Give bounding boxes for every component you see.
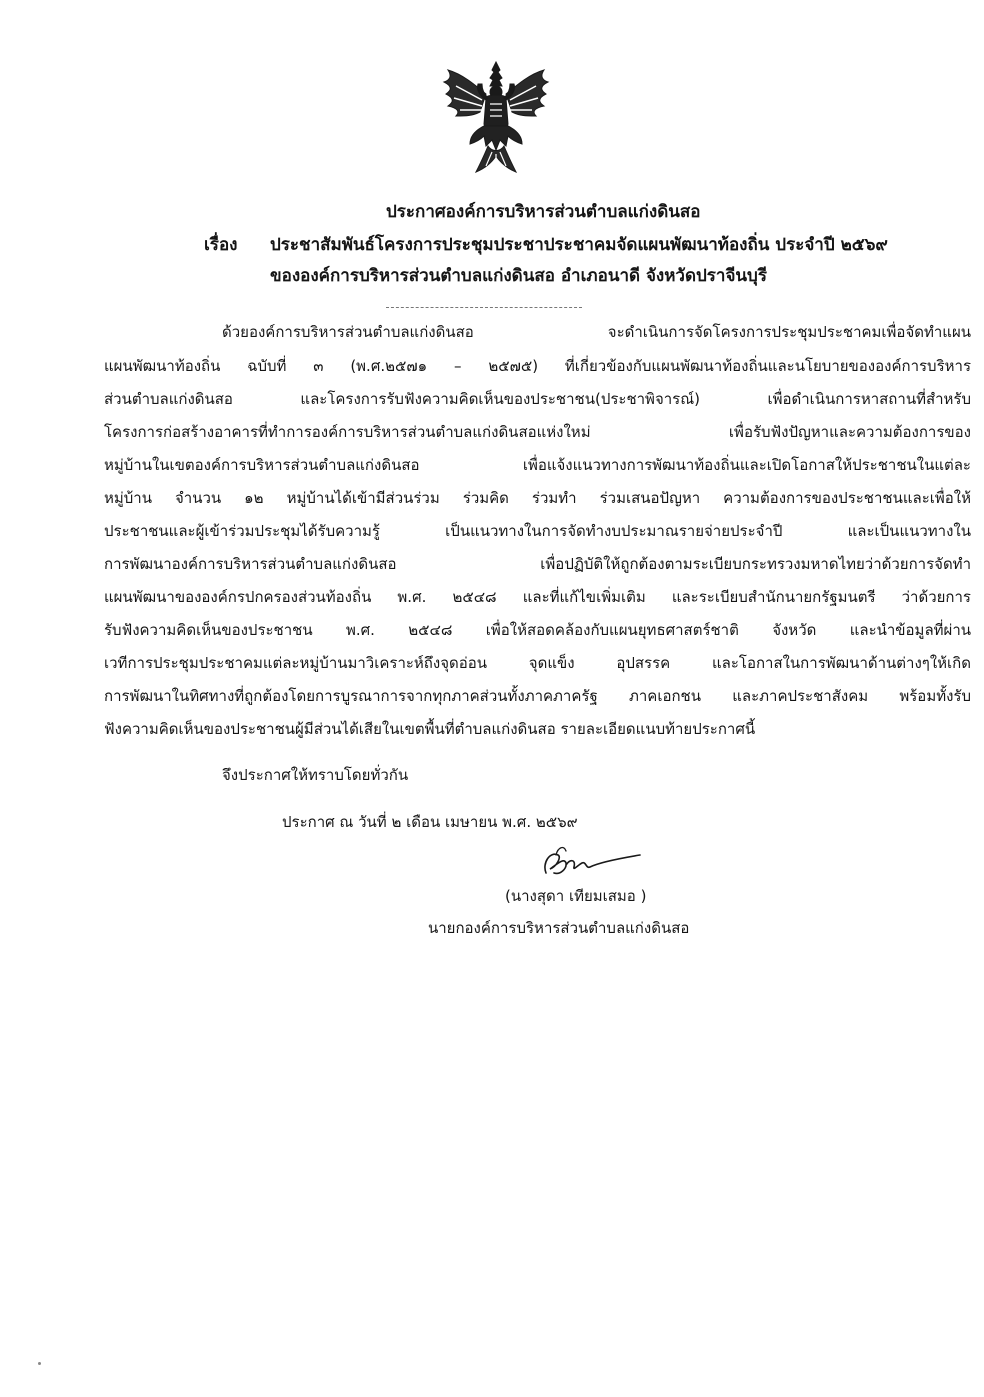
body-line: การพัฒนาองค์การบริหารส่วนตำบลแก่งดินสอ เพื่อปฏิบัติให้ถูกต้องตามระเบียบกระทรวงมหาดไทยว่าด้วยการจัดทำ xyxy=(104,555,971,573)
body-line: เวทีการประชุมประชาคมแต่ละหมู่บ้านมาวิเคราะห์ถึงจุดอ่อน จุดแข็ง อุปสรรค และโอกาสในการพัฒนาด้านต่างๆให้เกิด xyxy=(104,654,971,672)
announcement-date: ประกาศ ณ วันที่ ๒ เดือน เมษายน พ.ศ. ๒๕๖๙ xyxy=(282,813,578,831)
body-line: ประชาชนและผู้เข้าร่วมประชุมได้รับความรู้ เป็นแนวทางในการจัดทำงบประมาณรายจ่ายประจำปี และเป็นแนวทางใน xyxy=(104,522,971,540)
subject-line-2: ขององค์การบริหารส่วนตำบลแก่งดินสอ อำเภอนาดี จังหวัดปราจีนบุรี xyxy=(270,266,767,286)
body-line: แผนพัฒนาขององค์กรปกครองส่วนท้องถิ่น พ.ศ. ๒๕๔๘ และที่แก้ไขเพิ่มเติม และระเบียบสำนักนายกรัฐมนตรี ว่าด้วยการ xyxy=(104,588,971,606)
announcement-title: ประกาศองค์การบริหารส่วนตำบลแก่งดินสอ xyxy=(386,202,701,222)
body-line: ส่วนตำบลแก่งดินสอ และโครงการรับฟังความคิดเห็นของประชาชน(ประชาพิจารณ์) เพื่อดำเนินการหาสถานที่สำหรับ xyxy=(104,390,971,408)
handwritten-signature xyxy=(536,843,646,885)
body-line: รับฟังความคิดเห็นของประชาชน พ.ศ. ๒๕๔๘ เพื่อให้สอดคล้องกับแผนยุทธศาสตร์ชาติ จังหวัด และนำข้อมูลที่ผ่าน xyxy=(104,621,971,639)
garuda-emblem-icon xyxy=(436,60,556,178)
body-line: ฟังความคิดเห็นของประชาชนผู้มีส่วนได้เสียในเขตพื้นที่ตำบลแก่งดินสอ รายละเอียดแนบท้ายประกาศนี้ xyxy=(104,720,756,738)
header-divider xyxy=(386,307,582,308)
subject-label: เรื่อง xyxy=(204,235,238,255)
subject-line-1: ประชาสัมพันธ์โครงการประชุมประชาประชาคมจัดแผนพัฒนาท้องถิ่น ประจำปี ๒๕๖๙ xyxy=(270,235,888,255)
body-line: การพัฒนาในทิศทางที่ถูกต้องโดยการบูรณาการจากทุกภาคส่วนทั้งภาคภาครัฐ ภาคเอกชน และภาคประชาสังคม พร้อมทั้งรับ xyxy=(104,687,971,705)
body-line: ด้วยองค์การบริหารส่วนตำบลแก่งดินสอ จะดำเนินการจัดโครงการประชุมประชาคมเพื่อจัดทำแผน xyxy=(222,323,971,341)
closing-text: จึงประกาศให้ทราบโดยทั่วกัน xyxy=(222,766,409,784)
body-line: แผนพัฒนาท้องถิ่น ฉบับที่ ๓ (พ.ศ.๒๕๗๑ – ๒๕๗๕) ที่เกี่ยวข้องกับแผนพัฒนาท้องถิ่นและนโยบายขององค์การบริหาร xyxy=(104,357,971,375)
body-line: หมู่บ้านในเขตองค์การบริหารส่วนตำบลแก่งดินสอ เพื่อแจ้งแนวทางการพัฒนาท้องถิ่นและเปิดโอกาสให้ประชาชนในแต่ละ xyxy=(104,456,971,474)
signatory-position: นายกองค์การบริหารส่วนตำบลแก่งดินสอ xyxy=(428,919,690,937)
body-line: หมู่บ้าน จำนวน ๑๒ หมู่บ้านได้เข้ามีส่วนร่วม ร่วมคิด ร่วมทำ ร่วมเสนอปัญหา ความต้องการของประชาชนและเพื่อให้ xyxy=(104,489,971,507)
body-line: โครงการก่อสร้างอาคารที่ทำการองค์การบริหารส่วนตำบลแก่งดินสอแห่งใหม่ เพื่อรับฟังปัญหาและความต้องการของ xyxy=(104,423,971,441)
scan-speck xyxy=(38,1362,41,1365)
signatory-name: (นางสุดา เทียมเสมอ ) xyxy=(505,887,647,905)
